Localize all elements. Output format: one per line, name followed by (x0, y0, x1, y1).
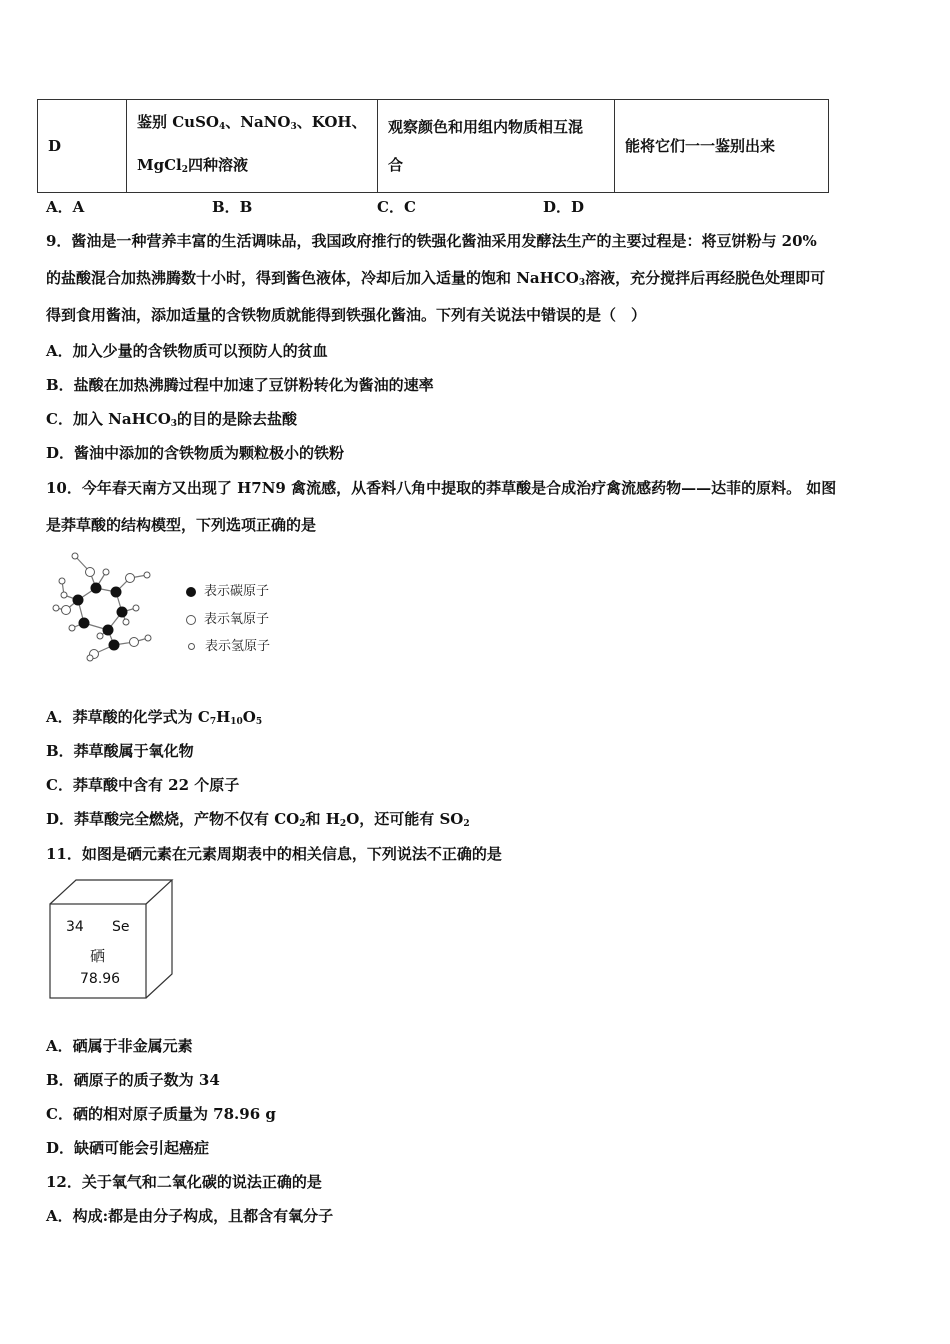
q8-options (46, 196, 746, 218)
legend-oxygen: 表示氧原子 (186, 608, 269, 627)
answer-table-row-d (37, 99, 829, 193)
q9-stem-line2: 的盐酸混合加热沸腾数十小时，得到酱色液体，冷却后加入适量的饱和 NaHCO$_3$溶液，充分搅拌后再经脱色处理即可 (46, 269, 826, 288)
q10-stem-line1: 10．今年春天南方又出现了 H7N9 禽流感，从香料八角中提取的莽草酸是合成治疗禽流感药物——达菲的原料。 如图 (46, 479, 837, 497)
experiment-conclusion: 能将它们一一鉴别出来 (615, 100, 829, 193)
q12-stem: 12．关于氧气和二氧化碳的说法正确的是 (46, 1173, 322, 1191)
q10-option-d[interactable]: D．莽草酸完全燃烧，产物不仅有 $CO_2$和 $H_2O$，还可能有 $SO_2$ (46, 810, 470, 829)
oxygen-atom-icon (186, 615, 196, 625)
carbon-atom-icon (186, 587, 196, 597)
experiment-method: 观察颜色和用组内物质相互混 合 (378, 100, 615, 193)
q12-option-a[interactable]: A．构成:都是由分子构成，且都含有氧分子 (46, 1207, 334, 1225)
q8-option-a[interactable]: A．A (46, 198, 85, 216)
experiment-purpose: 鉴别 CuSO$_4$、NaNO$_3$、KOH、 MgCl$_2$四种溶液 (127, 100, 378, 193)
atomic-number: 34 (66, 919, 84, 935)
q11-option-c[interactable]: C．硒的相对原子质量为 78.96 g (46, 1105, 276, 1123)
q8-option-d[interactable]: D．D (543, 198, 585, 216)
q9-option-a[interactable]: A．加入少量的含铁物质可以预防人的贫血 (46, 342, 328, 360)
shikimic-acid-molecule-model (50, 550, 165, 665)
q8-option-b[interactable]: B．B (212, 198, 253, 216)
q11-stem: 11．如图是硒元素在元素周期表中的相关信息，下列说法不正确的是 (46, 845, 502, 863)
q9-option-d[interactable]: D．酱油中添加的含铁物质为颗粒极小的铁粉 (46, 444, 345, 462)
legend-hydrogen: 表示氢原子 (186, 635, 270, 654)
q10-option-b[interactable]: B．莽草酸属于氧化物 (46, 742, 194, 760)
q9-option-c[interactable]: C．加入 NaHCO$_3$的目的是除去盐酸 (46, 410, 298, 429)
element-name: 硒 (90, 947, 106, 965)
row-label: D (38, 100, 127, 193)
q10-option-a[interactable]: A．莽草酸的化学式为 $C_7H_{10}O_5$ (46, 708, 263, 727)
q10-stem-line2: 是莽草酸的结构模型，下列选项正确的是 (46, 516, 317, 534)
q11-option-a[interactable]: A．硒属于非金属元素 (46, 1037, 193, 1055)
hydrogen-atom-icon (188, 643, 195, 650)
q11-option-b[interactable]: B．硒原子的质子数为 34 (46, 1071, 220, 1089)
legend-carbon: 表示碳原子 (186, 580, 269, 599)
q9-stem-line3: 得到食用酱油，添加适量的含铁物质就能得到铁强化酱油。下列有关说法中错误的是（ ） (46, 306, 647, 324)
q8-option-c[interactable]: C．C (377, 198, 416, 216)
q11-option-d[interactable]: D．缺硒可能会引起癌症 (46, 1139, 210, 1157)
q10-option-c[interactable]: C．莽草酸中含有 22 个原子 (46, 776, 240, 794)
atomic-mass: 78.96 (80, 971, 121, 987)
q9-stem-line1: 9．酱油是一种营养丰富的生活调味品，我国政府推行的铁强化酱油采用发酵法生产的主要过程是：将豆饼粉与 20% (46, 232, 817, 250)
element-symbol: Se (112, 919, 130, 935)
q9-option-b[interactable]: B．盐酸在加热沸腾过程中加速了豆饼粉转化为酱油的速率 (46, 376, 434, 394)
